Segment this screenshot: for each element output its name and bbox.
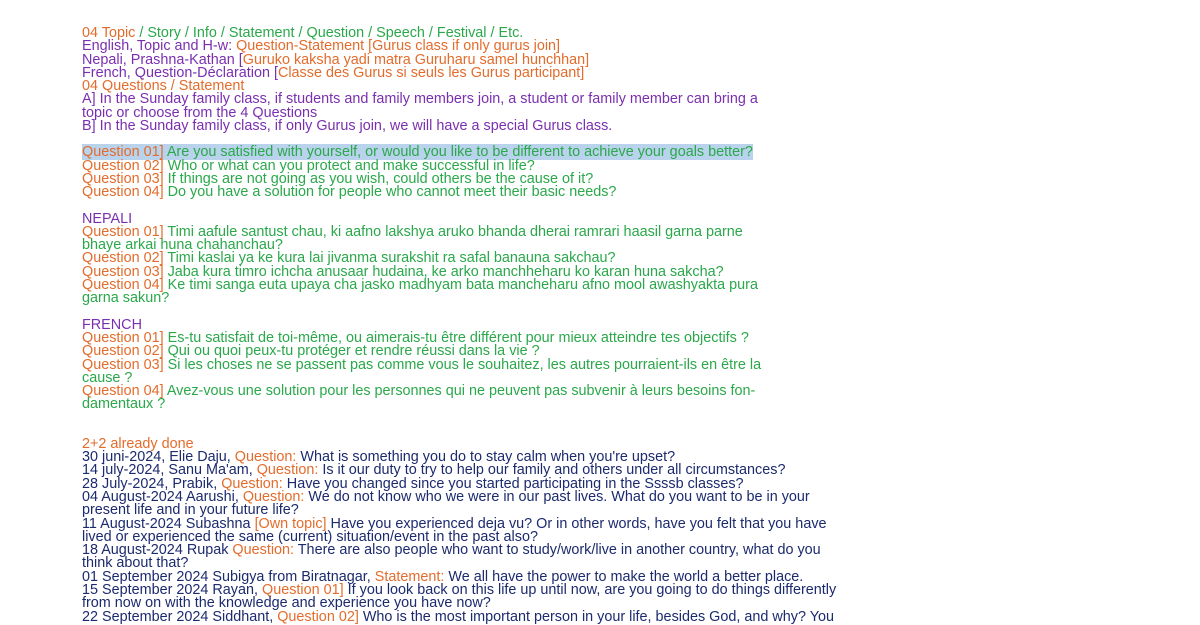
history-entry-8-cont: from now on with the knowledge and experience you have now? [82,595,491,612]
english-question-1: Question 01] Are you satisfied with yourself, or would you like to be different to achieve your goals better? [82,144,753,161]
french-question-3: Question 03] Si les choses ne se passent pas comme vous le souhaitez, les autres pourraient-ils en être la [82,356,762,373]
nepali-question-2: Question 02] Timi kaslai ya ke kura lai jivanma surakshit ra safal banauna sakchau? [82,250,616,267]
history-entry-5-cont: lived or experienced the same (current) situation/event in the past also? [82,528,538,545]
history-entry-5: 11 August-2024 Subashna [Own topic] Have you experienced deja vu? Or in other words, have you felt that you have [82,515,827,532]
french-label-line: French, Question-Déclaration [Classe des Gurus si seuls les Gurus participant] [82,64,585,81]
history-entry-1: 30 juni-2024, Elie Daju, Question: What is something you do to stay calm when you're upset? [82,449,676,466]
french-question-1: Question 01] Es-tu satisfait de toi-même, ou aimerais-tu être différent pour mieux atteindre tes objectifs ? [82,329,749,346]
history-entry-4-cont: present life and in your future life? [82,502,299,519]
french-question-4-cont: damentaux ? [82,396,166,413]
questions-heading: 04 Questions / Statement [82,78,245,95]
french-question-2: Question 02] Qui ou quoi peux-tu protéger et rendre réussi dans la vie ? [82,343,540,360]
history-entry-7: 01 September 2024 Subigya from Biratnagar, Statement: We all have the power to make the world a better place. [82,568,804,585]
english-question-4: Question 04] Do you have a solution for people who cannot meet their basic needs? [82,184,617,201]
history-entry-8: 15 September 2024 Rayan, Question 01] If you look back on this life up until now, are you going to do things differently [82,581,837,598]
english-question-3: Question 03] If things are not going as you wish, could others be the cause of it? [82,170,594,187]
nepali-question-4: Question 04] Ke timi sanga euta upaya cha jasko madhyam bata mancheharu afno mool awashyakta pura [82,277,758,294]
nepali-label-line: Nepali, Prashna-Kathan [Guruko kaksha yadi matra Guruharu samel hunchhan] [82,51,590,68]
document-page [82,27,1122,624]
french-question-4: Question 04] Avez-vous une solution pour les personnes qui ne peuvent pas subvenir à leurs besoins fon- [82,383,756,400]
topic-line: 04 Topic / Story / Info / Statement / Question / Speech / Festival / Etc. [82,25,524,41]
nepali-question-1: Question 01] Timi aafule santust chau, ki aafno lakshya aruko bhanda dherai ramrari haasil garna parne [82,223,743,240]
history-heading: 2+2 already done [82,435,194,452]
history-entry-9: 22 September 2024 Siddhant, Question 02] Who is the most important person in your life, besides God, and why? You [82,608,834,625]
rule-a-line2: topic or choose from the 4 Questions [82,104,318,121]
english-question-2: Question 02] Who or what can you protect and make successful in life? [82,157,535,174]
history-entry-2: 14 july-2024, Sanu Ma'am, Question: Is it our duty to try to help our family and others under all circumstances? [82,462,786,479]
nepali-question-1-cont: bhaye arkai huna chahanchau? [82,237,283,254]
french-heading: FRENCH [82,316,142,333]
rule-b: B] In the Sunday family class, if only Gurus join, we will have a special Gurus class. [82,118,613,135]
rule-a-line1: A] In the Sunday family class, if students and family members join, a student or family member can bring a [82,91,758,108]
history-entry-6-cont: think about that? [82,555,189,572]
history-entry-6: 18 August-2024 Rupak Question: There are also people who want to study/work/live in another country, what do you [82,542,821,559]
nepali-question-3: Question 03] Jaba kura timro ichcha anusaar hudaina, ke arko manchheharu ko karan huna sakcha? [82,263,724,280]
english-label-line: English, Topic and H-w: Question-Statement [Gurus class if only gurus join] [82,38,561,55]
history-entry-3: 28 July-2024, Prabik, Question: Have you changed since you started participating in the Ssssb classes? [82,475,744,492]
history-entry-4: 04 August-2024 Aarushi, Question: We do not know who we were in our past lives. What do you want to be in your [82,488,810,505]
nepali-heading: NEPALI [82,210,133,227]
french-question-3-cont: cause ? [82,369,133,386]
nepali-question-4-cont: garna sakun? [82,290,170,307]
